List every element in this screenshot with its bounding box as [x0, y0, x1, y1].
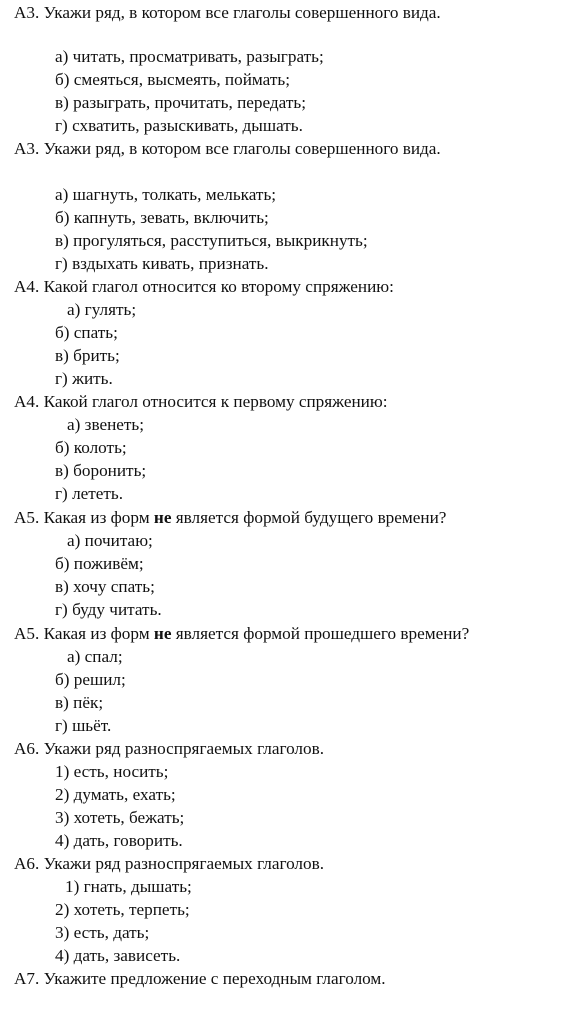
answer-option: 2) думать, ехать; — [55, 785, 176, 804]
question-heading: А3. Укажи ряд, в котором все глаголы совершенного вида. — [14, 3, 441, 22]
answer-option: б) колоть; — [55, 438, 127, 457]
answer-option: 3) хотеть, бежать; — [55, 808, 185, 827]
answer-option: а) гулять; — [67, 300, 137, 319]
question-heading: А4. Какой глагол относится ко второму спряжению: — [14, 277, 394, 296]
answer-option: в) прогуляться, расступиться, выкрикнуть; — [55, 231, 368, 250]
question-heading: А5. Какая из форм не является формой прошедшего времени? — [14, 624, 470, 643]
answer-option: а) спал; — [67, 647, 123, 666]
question-heading: А5. Какая из форм не является формой будущего времени? — [14, 508, 447, 527]
answer-option: а) шагнуть, толкать, мелькать; — [55, 185, 277, 204]
answer-option: 2) хотеть, терпеть; — [55, 900, 190, 919]
question-heading: А6. Укажи ряд разноспрягаемых глаголов. — [14, 739, 325, 758]
answer-option: в) боронить; — [55, 461, 147, 480]
answer-option: 1) гнать, дышать; — [65, 877, 192, 896]
answer-option: в) пёк; — [55, 693, 104, 712]
answer-option: б) решил; — [55, 670, 126, 689]
answer-option: б) поживём; — [55, 554, 144, 573]
question-heading: А7. Укажите предложение с переходным глаголом. — [14, 969, 386, 988]
question-heading: А4. Какой глагол относится к первому спряжению: — [14, 392, 388, 411]
answer-option: б) смеяться, высмеять, поймать; — [55, 70, 290, 89]
answer-option: б) капнуть, зевать, включить; — [55, 208, 269, 227]
question-heading: А6. Укажи ряд разноспрягаемых глаголов. — [14, 854, 325, 873]
answer-option: 4) дать, говорить. — [55, 831, 183, 850]
answer-option: а) читать, просматривать, разыграть; — [55, 47, 324, 66]
answer-option: б) спать; — [55, 323, 118, 342]
answer-option: в) брить; — [55, 346, 120, 365]
answer-option: г) шьёт. — [55, 716, 112, 735]
answer-option: г) схватить, разыскивать, дышать. — [55, 116, 303, 135]
answer-option: а) звенеть; — [67, 415, 145, 434]
question-heading: А3. Укажи ряд, в котором все глаголы совершенного вида. — [14, 139, 441, 158]
answer-option: 4) дать, зависеть. — [55, 946, 181, 965]
answer-option: в) разыграть, прочитать, передать; — [55, 93, 306, 112]
answer-option: а) почитаю; — [67, 531, 153, 550]
answer-option: г) лететь. — [55, 484, 124, 503]
answer-option: 3) есть, дать; — [55, 923, 150, 942]
answer-option: г) вздыхать кивать, признать. — [55, 254, 269, 273]
answer-option: г) жить. — [55, 369, 113, 388]
answer-option: г) буду читать. — [55, 600, 162, 619]
answer-option: в) хочу спать; — [55, 577, 155, 596]
answer-option: 1) есть, носить; — [55, 762, 169, 781]
